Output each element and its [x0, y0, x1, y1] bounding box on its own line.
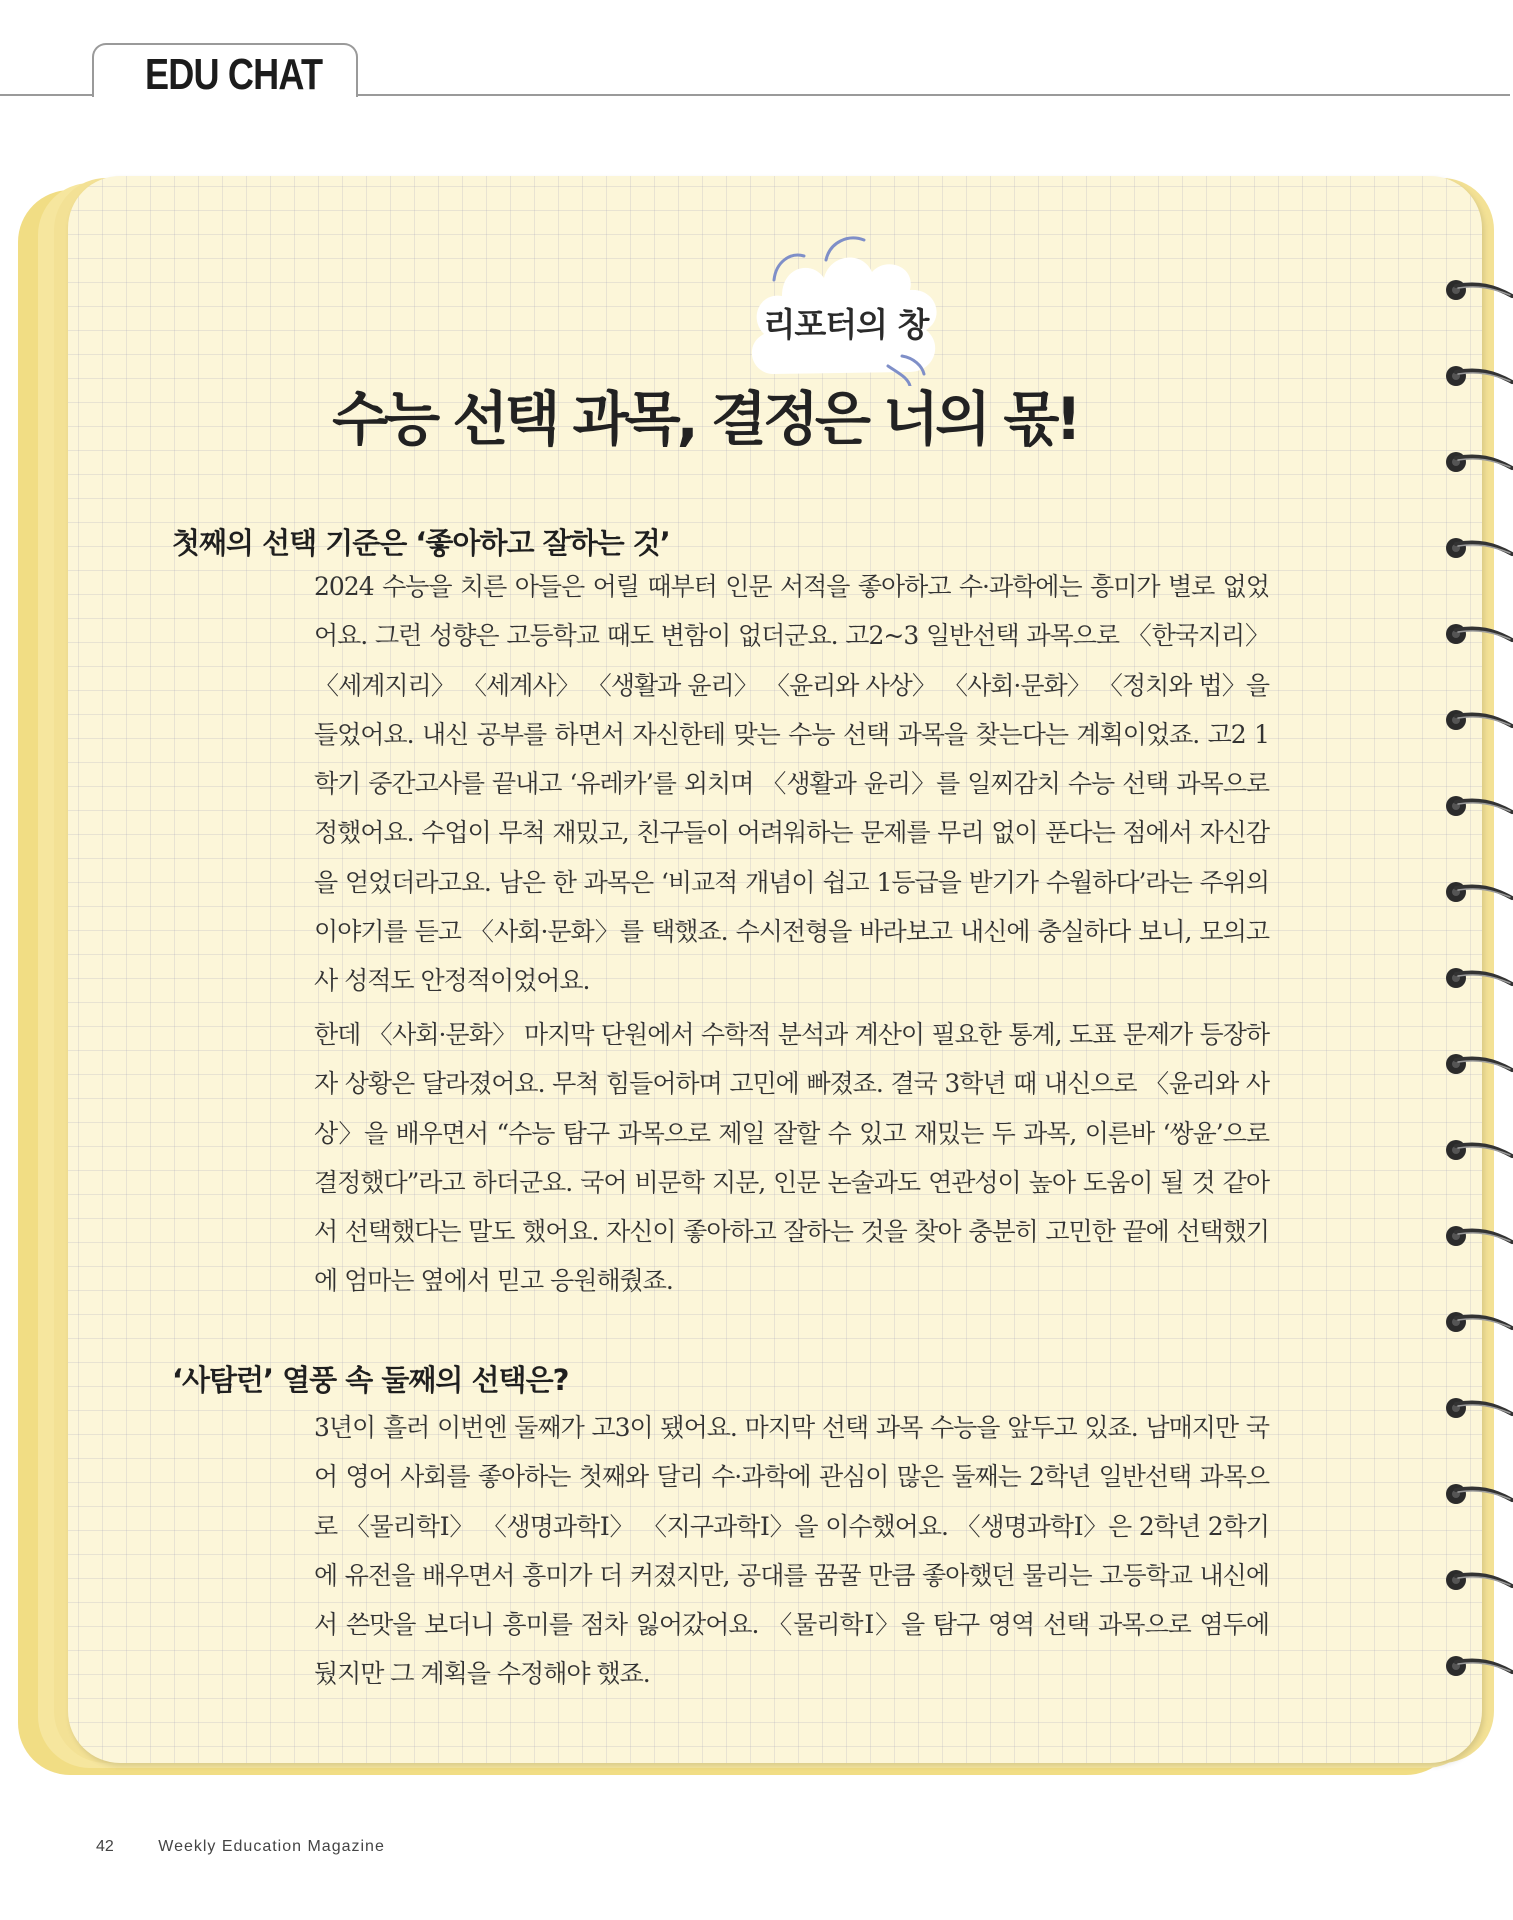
spiral-ring-icon — [1442, 1222, 1513, 1250]
spiral-ring-icon — [1442, 276, 1513, 304]
article-headline: 수능 선택 과목, 결정은 너의 몫! — [332, 385, 1078, 453]
spiral-ring-icon — [1442, 1308, 1513, 1336]
spiral-ring-icon — [1442, 1050, 1513, 1078]
spiral-ring-icon — [1442, 1566, 1513, 1594]
spiral-ring-icon — [1442, 1394, 1513, 1422]
spiral-ring-icon — [1442, 706, 1513, 734]
magazine-name: Weekly Education Magazine — [158, 1838, 385, 1855]
section-heading: 첫째의 선택 기준은 ‘좋아하고 잘하는 것’ — [172, 526, 670, 560]
section-title: EDU CHAT — [145, 50, 323, 99]
page-footer — [96, 1838, 385, 1856]
spiral-ring-icon — [1442, 1480, 1513, 1508]
spiral-ring-icon — [1442, 792, 1513, 820]
spiral-ring-icon — [1442, 620, 1513, 648]
spiral-ring-icon — [1442, 362, 1513, 390]
spiral-ring-icon — [1442, 1652, 1513, 1680]
section-heading: ‘사탐런’ 열풍 속 둘째의 선택은? — [172, 1363, 569, 1397]
page-number: 42 — [96, 1838, 114, 1855]
article-paragraph: 3년이 흘러 이번엔 둘째가 고3이 됐어요. 마지막 선택 과목 수능을 앞두고 있죠. 남매지만 국어 영어 사회를 좋아하는 첫째와 달리 수·과학에 관심이 많은 둘째는 2학년 일반선택 과목으로 〈물리학Ⅰ〉 〈생명과학Ⅰ〉 〈지구과학Ⅰ〉을 이수했어요. 〈생명과학Ⅰ〉은 2학년 2학기에 유전을 배우면서 흥미가 더 커졌지만, 공대를 꿈꿀 만큼 좋아했던 물리는 고등학교 내신에서 쓴맛을 보더니 흥미를 점차 잃어갔어요. 〈물리학Ⅰ〉을 탐구 영역 선택 과목으로 염두에 뒀지만 그 계획을 수정해야 했죠. — [314, 1413, 1269, 1689]
article-paragraph: 2024 수능을 치른 아들은 어릴 때부터 인문 서적을 좋아하고 수·과학에는 흥미가 별로 없었어요. 그런 성향은 고등학교 때도 변함이 없더군요. 고2~3 일반선택 과목으로 〈한국지리〉 〈세계지리〉 〈세계사〉 〈생활과 윤리〉 〈윤리와 사상〉 〈사회·문화〉 〈정치와 법〉을 들었어요. 내신 공부를 하면서 자신한테 맞는 수능 선택 과목을 찾는다는 계획이었죠. 고2 1학기 중간고사를 끝내고 ‘유레카’를 외치며 〈생활과 윤리〉를 일찌감치 수능 선택 과목으로 정했어요. 수업이 무척 재밌고, 친구들이 어려워하는 문제를 무리 없이 푼다는 점에서 자신감을 얻었더라고요. 남은 한 과목은 ‘비교적 개념이 쉽고 1등급을 받기가 수월하다’라는 주위의 이야기를 듣고 〈사회·문화〉를 택했죠. 수시전형을 바라보고 내신에 충실하다 보니, 모의고사 성적도 안정적이었어요. — [314, 572, 1269, 996]
spiral-ring-icon — [1442, 878, 1513, 906]
article-paragraph: 한데 〈사회·문화〉 마지막 단원에서 수학적 분석과 계산이 필요한 통계, 도표 문제가 등장하자 상황은 달라졌어요. 무척 힘들어하며 고민에 빠졌죠. 결국 3학년 때 내신으로 〈윤리와 사상〉을 배우면서 “수능 탐구 과목으로 제일 잘할 수 있고 재밌는 두 과목, 이른바 ‘쌍윤’으로 결정했다”라고 하더군요. 국어 비문학 지문, 인문 논술과도 연관성이 높아 도움이 될 것 같아서 선택했다는 말도 했어요. 자신이 좋아하고 잘하는 것을 찾아 충분히 고민한 끝에 선택했기에 엄마는 옆에서 믿고 응원해줬죠. — [314, 1020, 1269, 1296]
column-badge: 리포터의 창 — [763, 305, 929, 344]
spiral-ring-icon — [1442, 534, 1513, 562]
spiral-ring-icon — [1442, 448, 1513, 476]
spiral-ring-icon — [1442, 964, 1513, 992]
spiral-ring-icon — [1442, 1136, 1513, 1164]
